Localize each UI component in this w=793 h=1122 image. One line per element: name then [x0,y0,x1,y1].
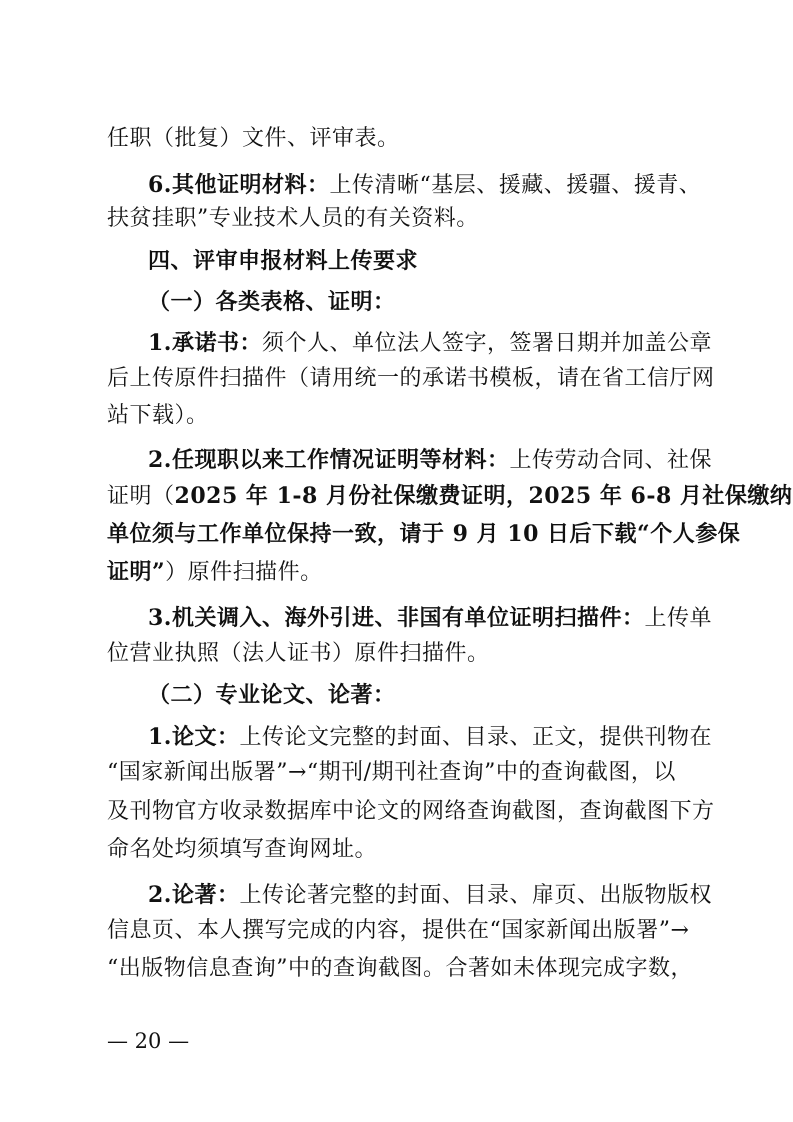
text-line: 证明（2025 年 1-8 月份社保缴费证明，2025 年 6-8 月社保缴纳 [107,483,793,509]
text-line: 信息页、本人撰写完成的内容，提供在“国家新闻出版署”→ [107,918,690,943]
page-number: — 20 — [107,1029,190,1053]
text-line: 1.承诺书：须个人、单位法人签字，签署日期并加盖公章 [148,330,712,356]
text-line: 后上传原件扫描件（请用统一的承诺书模板，请在省工信厅网 [107,366,715,391]
text-line: 扶贫挂职”专业技术人员的有关资料。 [107,206,479,231]
subsection-heading: （二）专业论文、论著： [148,682,396,708]
text-line: 站下载）。 [107,403,209,428]
text-line: 6.其他证明材料：上传清晰“基层、援藏、援疆、援青、 [148,172,702,198]
text-line: 命名处均须填写查询网址。 [107,837,378,862]
text-line: 1.论文：上传论文完整的封面、目录、正文，提供刊物在 [148,724,712,750]
text-line: 任职（批复）文件、评审表。 [107,126,400,151]
subsection-heading: （一）各类表格、证明： [148,289,396,315]
section-heading: 四、评审申报材料上传要求 [148,248,419,274]
text-line: 2.论著：上传论著完整的封面、目录、扉页、出版物版权 [148,882,712,908]
text-line: 2.任现职以来工作情况证明等材料：上传劳动合同、社保 [148,447,712,473]
text-line: 及刊物官方收录数据库中论文的网络查询截图，查询截图下方 [107,799,715,824]
text-line: 3.机关调入、海外引进、非国有单位证明扫描件：上传单 [148,605,712,631]
text-line: 位营业执照（法人证书）原件扫描件。 [107,641,490,666]
text-line: 单位须与工作单位保持一致，请于 9 月 10 日后下载“个人参保 [107,521,741,547]
text-line: “出版物信息查询”中的查询截图。合著如未体现完成字数， [107,956,693,981]
text-line: “国家新闻出版署”→“期刊/期刊社查询”中的查询截图，以 [107,760,676,785]
text-line: 证明”）原件扫描件。 [107,559,323,585]
